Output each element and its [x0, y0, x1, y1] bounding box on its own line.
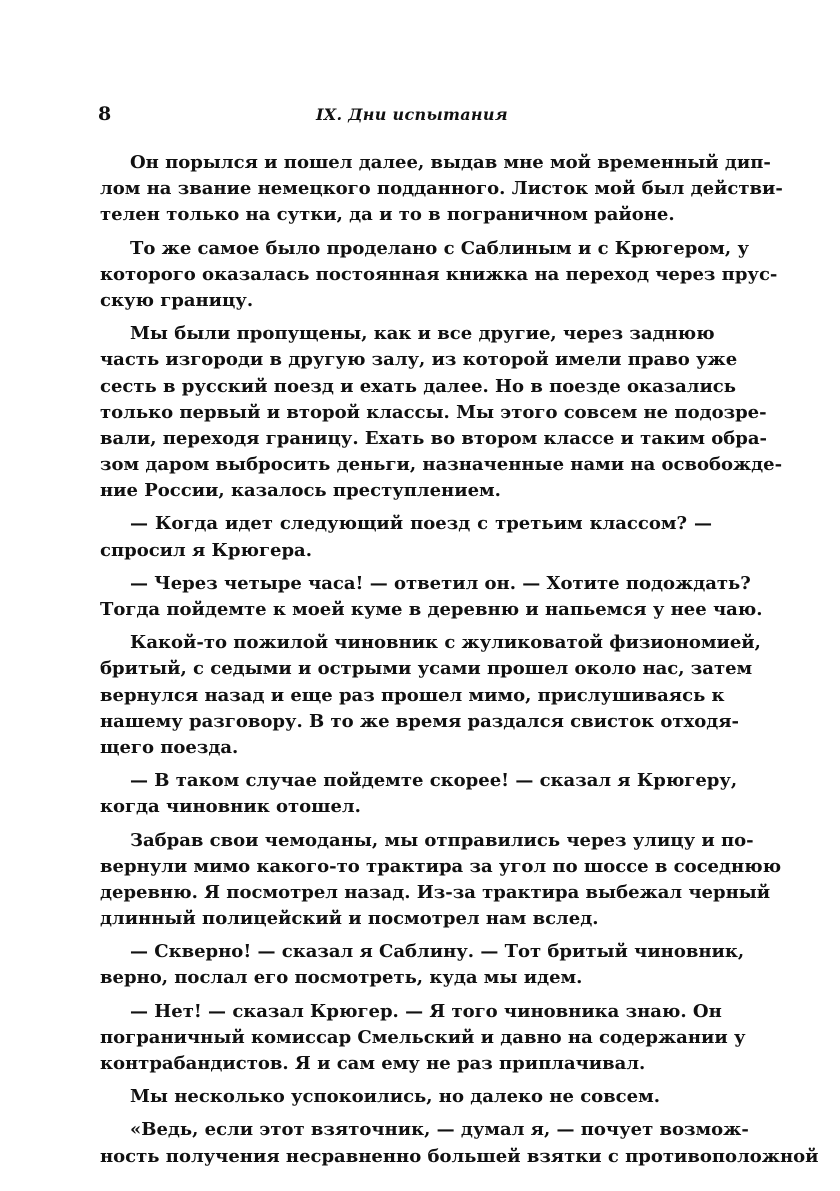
- text-line: нашему разговору. В то же время раздался свисток отходя-: [100, 710, 740, 732]
- page-number: 8: [98, 103, 112, 125]
- text-line: спросил я Крюгера.: [100, 539, 312, 561]
- text-line: лом на звание немецкого подданного. Листок мой был действи-: [100, 178, 783, 200]
- paragraph: [100, 236, 778, 315]
- paragraph-gap: [100, 314, 712, 321]
- paragraph-gap: [100, 932, 712, 939]
- text-line: пограничный комиссар Смельский и давно на содержании у: [100, 1026, 746, 1048]
- text-line: когда чиновник отошел.: [100, 796, 361, 818]
- text-line: сесть в русский поезд и ехать далее. Но в поезде оказались: [100, 375, 736, 397]
- paragraph: [100, 511, 712, 563]
- text-line: Какой-то пожилой чиновник с жуликоватой физиономией,: [130, 632, 761, 654]
- page-header: [98, 103, 718, 131]
- text-line: Мы несколько успокоились, но далеко не совсем.: [130, 1086, 660, 1108]
- paragraph: [100, 768, 738, 820]
- paragraph-gap: [100, 229, 712, 236]
- text-line: — Скверно! — сказал я Саблину. — Тот бритый чиновник,: [130, 941, 745, 963]
- text-line: которого оказалась постоянная книжка на переход через прус-: [100, 263, 778, 285]
- body-text: [100, 150, 819, 1170]
- text-line: телен только на сутки, да и то в пограничном районе.: [100, 204, 675, 226]
- paragraph: [100, 571, 763, 623]
- text-line: Тогда пойдемте к моей куме в деревню и напьемся у нее чаю.: [100, 599, 763, 620]
- text-line: верно, послал его посмотреть, куда мы идем.: [100, 967, 583, 989]
- paragraph-gap: [100, 761, 712, 768]
- text-line: Мы были пропущены, как и все другие, через заднюю: [130, 323, 715, 345]
- paragraph-gap: [100, 1077, 712, 1084]
- text-line: — Когда идет следующий поезд с третьим классом? —: [130, 513, 712, 535]
- text-line: деревню. Я посмотрел назад. Из-за трактира выбежал черный: [100, 881, 771, 903]
- text-line: Он порылся и пошел далее, выдав мне мой временный дип-: [130, 152, 771, 173]
- paragraph: [100, 939, 745, 991]
- text-line: вали, переходя границу. Ехать во втором классе и таким обра-: [100, 427, 767, 449]
- paragraph: [100, 630, 761, 761]
- text-line: контрабандистов. Я и сам ему не раз приплачивал.: [100, 1053, 646, 1074]
- text-line: только первый и второй классы. Мы этого совсем не подозре-: [100, 401, 767, 423]
- text-line: ние России, казалось преступлением.: [100, 480, 501, 502]
- text-line: часть изгороди в другую залу, из которой имели право уже: [100, 349, 738, 371]
- text-line: ность получения несравненно большей взятки с противоположной: [100, 1145, 819, 1167]
- paragraph: [100, 999, 746, 1078]
- paragraph: [100, 321, 783, 504]
- text-line: бритый, с седыми и острыми усами прошел около нас, затем: [100, 658, 753, 680]
- paragraph: [100, 1084, 712, 1110]
- paragraph-gap: [100, 623, 712, 630]
- text-line: — Через четыре часа! — ответил он. — Хотите подождать?: [130, 572, 751, 594]
- text-line: вернулся назад и еще раз прошел мимо, прислушиваясь к: [100, 684, 725, 706]
- paragraph: [100, 150, 783, 229]
- paragraph-gap: [100, 504, 712, 511]
- text-line: — Нет! — сказал Крюгер. — Я того чиновника знаю. Он: [130, 1000, 722, 1022]
- paragraph: [100, 1117, 819, 1169]
- text-line: То же самое было проделано с Саблиным и с Крюгером, у: [130, 237, 749, 259]
- text-line: длинный полицейский и посмотрел нам вслед.: [100, 908, 599, 930]
- text-line: — В таком случае пойдемте скорее! — сказал я Крюгеру,: [130, 770, 738, 792]
- text-line: вернули мимо какого-то трактира за угол по шоссе в соседнюю: [100, 855, 782, 877]
- running-head: IX. Дни испытания: [316, 105, 508, 124]
- text-line: Забрав свои чемоданы, мы отправились через улицу и по-: [130, 829, 754, 851]
- paragraph-gap: [100, 564, 712, 571]
- text-line: щего поезда.: [100, 736, 239, 758]
- paragraph-gap: [100, 992, 712, 999]
- text-line: скую границу.: [100, 289, 254, 311]
- text-line: «Ведь, если этот взяточник, — думал я, — почует возмож-: [130, 1119, 749, 1141]
- text-line: зом даром выбросить деньги, назначенные нами на освобожде-: [100, 454, 783, 476]
- paragraph: [100, 828, 782, 933]
- paragraph-gap: [100, 1110, 712, 1117]
- paragraph-gap: [100, 821, 712, 828]
